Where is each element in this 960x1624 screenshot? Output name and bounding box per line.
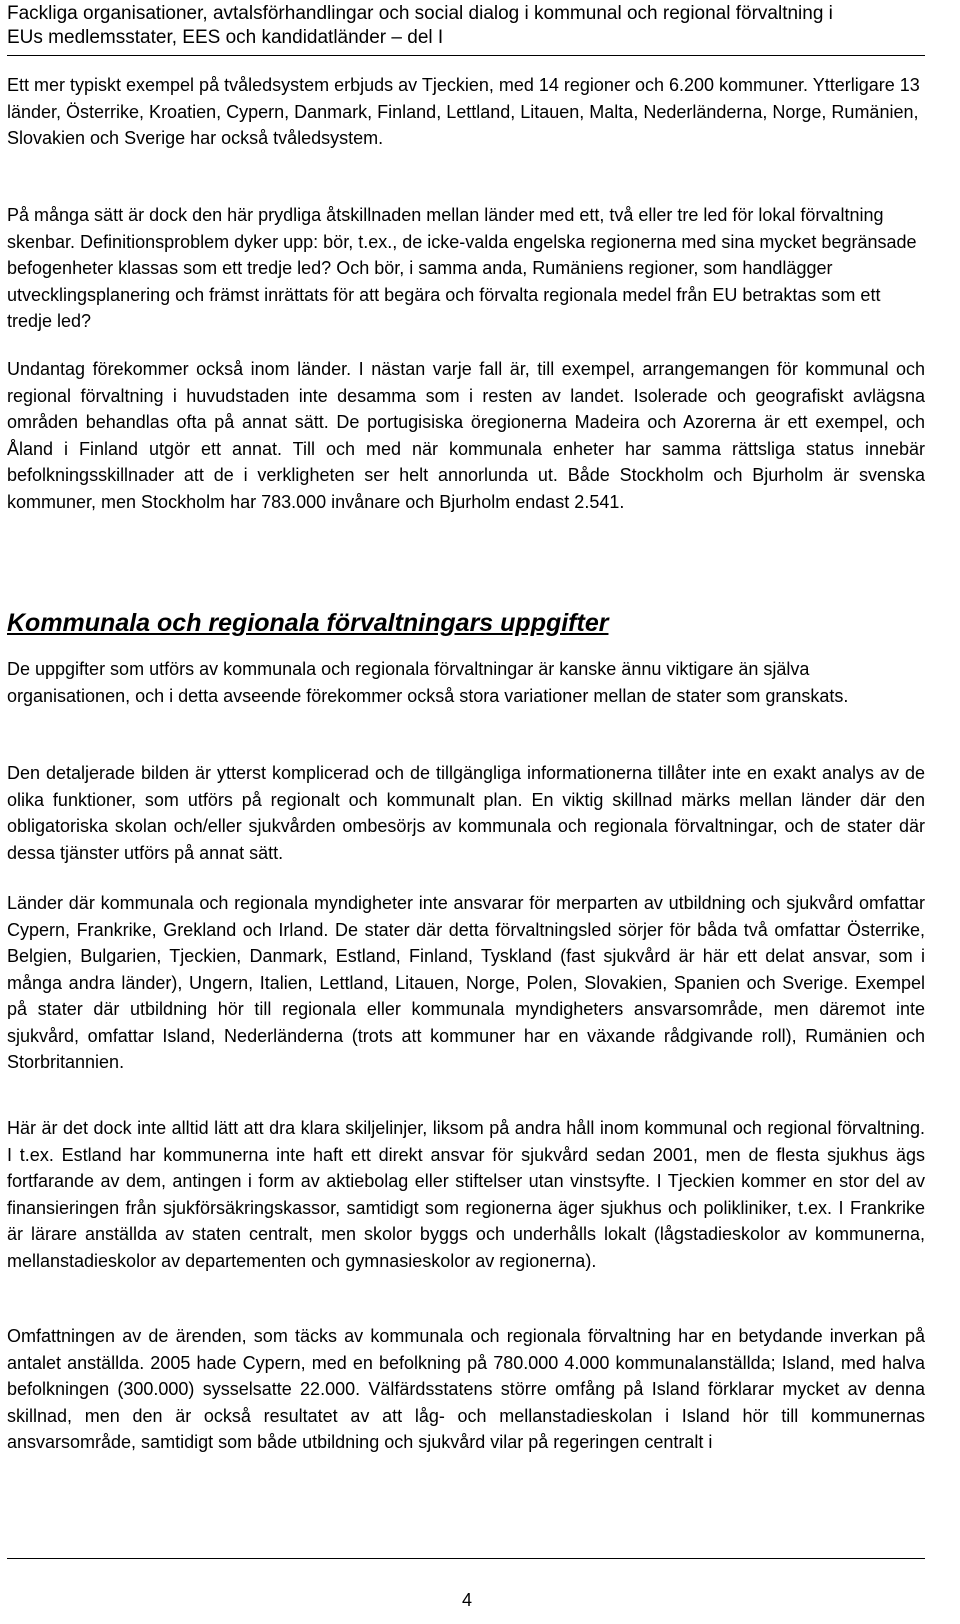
running-header-line-2: EUs medlemsstater, EES och kandidatländer – del I bbox=[7, 27, 444, 48]
paragraph-omfattningen: Omfattningen av de ärenden, som täcks av kommunala och regionala förvaltning har en betydande inverkan på antalet anställda. 2005 hade Cypern, med en befolkning på 780.000 4.000 kommunalanställda; Island, med halva befolkningen (300.000) sysselsatte 22.000. Välfärdsstatens större omfång på Island förklarar mycket av denna skillnad, men den är också resultatet av att låg- och mellanstadieskolan i Island hör till kommunernas ansvarsområde, samtidigt som både utbildning och sjukvård vilar på regeringen centralt i bbox=[7, 1326, 925, 1452]
running-header bbox=[7, 2, 925, 50]
paragraph-detaljerade-bilden: Den detaljerade bilden är ytterst komplicerad och de tillgängliga informationerna tillåter inte en exakt analys av de olika funktioner, som utförs på regionalt och kommunalt plan. En viktig skillnad märks mellan länder där den obligatoriska skolan och/eller sjukvården ombesörjs av kommunala och regionala förvaltningar, och de stater där dessa tjänster utförs på annat sätt. bbox=[7, 763, 925, 863]
running-header-line-1: Fackliga organisationer, avtalsförhandlingar och social dialog i kommunal och regional förvaltning i bbox=[7, 3, 833, 24]
page-number: 4 bbox=[461, 1590, 472, 1610]
paragraph-definitionsproblem: På många sätt är dock den här prydliga åtskillnaden mellan länder med ett, två eller tre led för lokal förvaltning skenbar. Definitionsproblem dyker upp: bör, t.ex., de icke-valda engelska regionerna med sina mycket begränsade befogenheter klassas som ett tredje led? Och bör, i samma anda, Rumäniens regioner, som handlägger utvecklingsplanering och främst inrättats för att begära och förvalta regionala medel från EU betraktas som ett tredje led? bbox=[7, 205, 917, 331]
paragraph-uppgifter-intro: De uppgifter som utförs av kommunala och regionala förvaltningar är kanske ännu viktigare än själva organisationen, och i detta avseende förekommer också stora variationer mellan de stater som granskats. bbox=[7, 659, 849, 706]
footer-divider bbox=[7, 1558, 925, 1559]
section-heading: Kommunala och regionala förvaltningars uppgifter bbox=[7, 609, 609, 637]
paragraph-undantag: Undantag förekommer också inom länder. I nästan varje fall är, till exempel, arrangemangen för kommunal och regional förvaltning i huvudstaden inte desamma som i resten av landet. Isolerade och geografiskt avlägsna områden behandlas ofta på annat sätt. De portugisiska öregionerna Madeira och Azorerna är ett exempel, och Åland i Finland utgör ett annat. Till och med när kommunala enheter har samma rättsliga status innebär befolkningsskillnader att de i verkligheten ser helt annorlunda ut. Både Stockholm och Bjurholm är svenska kommuner, men Stockholm har 783.000 invånare och Bjurholm endast 2.541. bbox=[7, 359, 925, 512]
header-divider bbox=[7, 55, 925, 56]
paragraph-lander-utbildning-sjukvard: Länder där kommunala och regionala myndigheter inte ansvarar för merparten av utbildning och sjukvård omfattar Cypern, Frankrike, Grekland och Irland. De stater där detta förvaltningsled sörjer för båda två omfattar Österrike, Belgien, Bulgarien, Tjeckien, Danmark, Estland, Finland, Tyskland (fast sjukvård är här ett delat ansvar, som i många andra länder), Ungern, Italien, Lettland, Litauen, Norge, Polen, Slovakien, Spanien och Sverige. Exempel på stater där utbildning hör till regionala eller kommunala myndigheters ansvarsområde, men däremot inte sjukvård, omfattar Island, Nederländerna (trots att kommuner har en växande rådgivande roll), Rumänien och Storbritannien. bbox=[7, 893, 925, 1072]
document-page bbox=[7, 0, 925, 1624]
paragraph-tvaledsystem: Ett mer typiskt exempel på tvåledsystem erbjuds av Tjeckien, med 14 regioner och 6.200 kommuner. Ytterligare 13 länder, Österrike, Kroatien, Cypern, Danmark, Finland, Lettland, Litauen, Malta, Nederländerna, Norge, Rumänien, Slovakien och Sverige har också tvåledsystem. bbox=[7, 75, 920, 148]
paragraph-skiljelinjer: Här är det dock inte alltid lätt att dra klara skiljelinjer, liksom på andra håll inom kommunal och regional förvaltning. I t.ex. Estland har kommunerna inte haft ett direkt ansvar för sjukvård sedan 2001, men de flesta sjukhus ägs fortfarande av dem, antingen i form av aktiebolag eller stiftelser utan vinstsyfte. I Tjeckien kommer en stor del av finansieringen från sjukförsäkringskassor, samtidigt som regionerna äger sjukhus och polikliniker, t.ex. I Frankrike är lärare anställda av staten centralt, men skolor byggs och underhålls lokalt (lågstadieskolor av kommunerna, mellanstadieskolor av departementen och gymnasieskolor av regionerna). bbox=[7, 1118, 925, 1271]
